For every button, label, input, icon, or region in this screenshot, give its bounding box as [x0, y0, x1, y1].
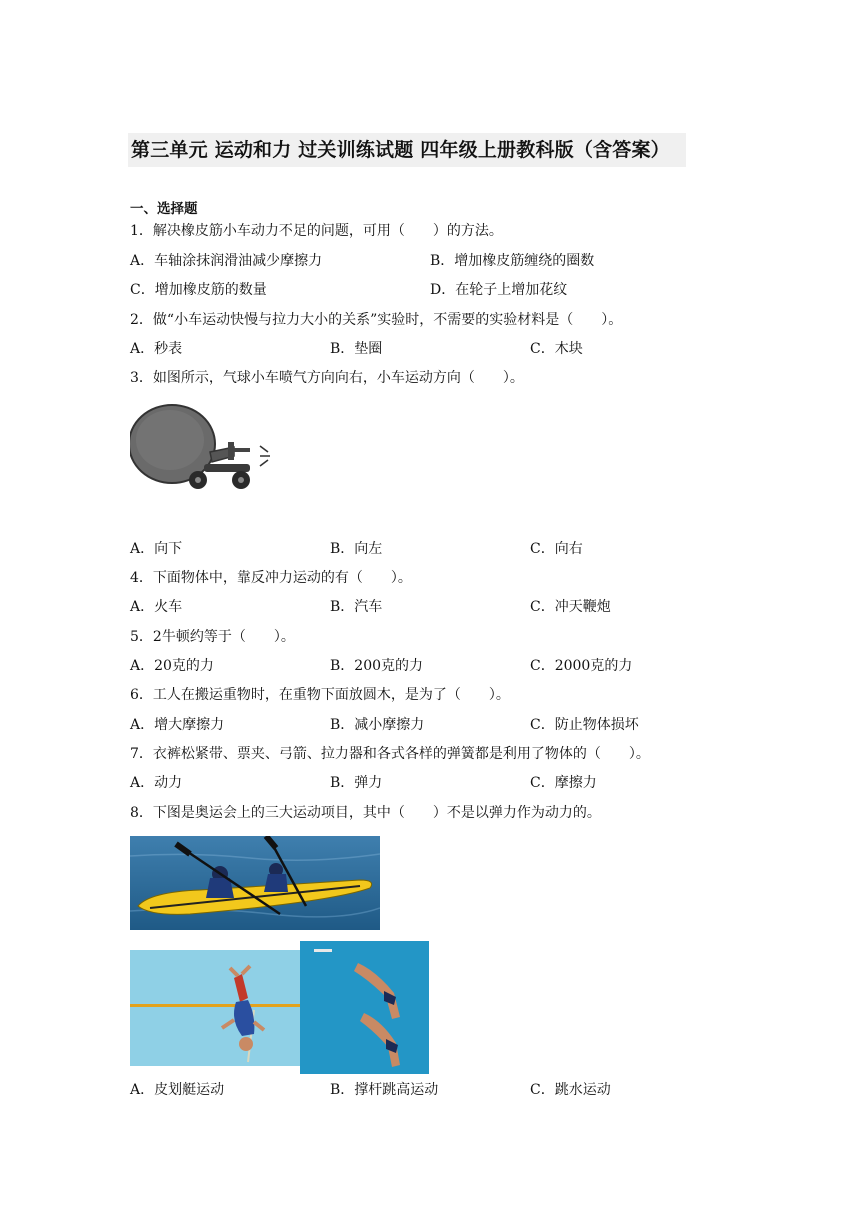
q7-option-c: C．摩擦力 — [530, 775, 597, 791]
q6-option-a: A．增大摩擦力 — [130, 717, 225, 733]
question-8-stem: 8．下图是奥运会上的三大运动项目，其中（ ）不是以弹力作为动力的。 — [130, 805, 601, 821]
q5-option-b: B．200克的力 — [330, 658, 424, 674]
q8-option-b: B．撑杆跳高运动 — [330, 1082, 439, 1098]
q1-option-c: C．增加橡皮筋的数量 — [130, 282, 267, 298]
document-title: 第三单元 运动和力 过关训练试题 四年级上册教科版（含答案） — [128, 133, 686, 167]
question-7-stem: 7．衣裤松紧带、票夹、弓箭、拉力器和各式各样的弹簧都是利用了物体的（ ）。 — [130, 746, 650, 762]
balloon-car-figure — [130, 400, 276, 492]
q1-option-d: D．在轮子上增加花纹 — [430, 282, 568, 298]
q7-option-b: B．弹力 — [330, 775, 383, 791]
diving-photo — [300, 941, 429, 1074]
q8-option-a: A．皮划艇运动 — [130, 1082, 225, 1098]
q6-option-c: C．防止物体损坏 — [530, 717, 639, 733]
q2-option-b: B．垫圈 — [330, 341, 383, 357]
q2-option-a: A．秒表 — [130, 341, 183, 357]
q3-option-a: A．向下 — [130, 541, 183, 557]
question-5-stem: 5．2牛顿约等于（ ）。 — [130, 629, 295, 645]
pole-vault-photo — [130, 950, 300, 1066]
q4-option-b: B．汽车 — [330, 599, 383, 615]
question-4-stem: 4．下面物体中，靠反冲力运动的有（ ）。 — [130, 570, 412, 586]
q7-option-a: A．动力 — [130, 775, 183, 791]
q1-option-a: A．车轴涂抹润滑油减少摩擦力 — [130, 253, 323, 269]
kayak-photo — [130, 836, 380, 930]
q4-option-a: A．火车 — [130, 599, 183, 615]
q4-option-c: C．冲天鞭炮 — [530, 599, 611, 615]
q3-option-b: B．向左 — [330, 541, 383, 557]
q3-option-c: C．向右 — [530, 541, 583, 557]
q1-option-b: B．增加橡皮筋缠绕的圈数 — [430, 253, 595, 269]
q2-option-c: C．木块 — [530, 341, 583, 357]
q5-option-c: C．2000克的力 — [530, 658, 633, 674]
question-3-stem: 3．如图所示，气球小车喷气方向向右，小车运动方向（ ）。 — [130, 370, 524, 386]
section-heading: 一、选择题 — [130, 201, 198, 217]
q5-option-a: A．20克的力 — [130, 658, 214, 674]
question-2-stem: 2．做“小车运动快慢与拉力大小的关系”实验时，不需要的实验材料是（ ）。 — [130, 312, 623, 328]
question-1-stem: 1．解决橡皮筋小车动力不足的问题，可用（ ）的方法。 — [130, 223, 503, 239]
question-6-stem: 6．工人在搬运重物时，在重物下面放圆木，是为了（ ）。 — [130, 687, 510, 703]
q8-option-c: C．跳水运动 — [530, 1082, 611, 1098]
q6-option-b: B．减小摩擦力 — [330, 717, 425, 733]
